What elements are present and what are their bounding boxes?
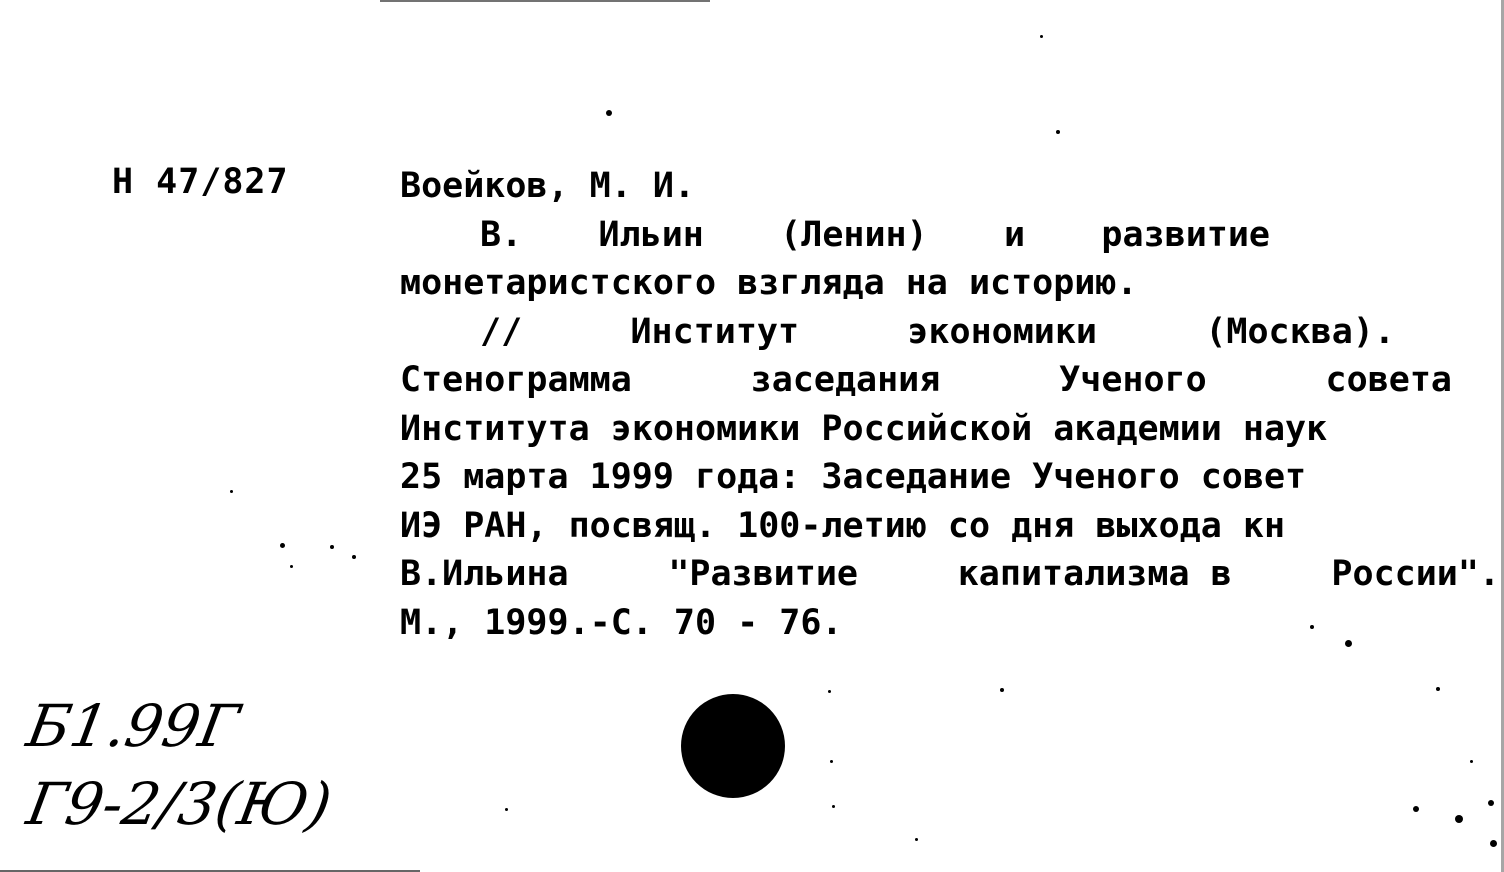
title-word: В.: [480, 214, 523, 255]
handwritten-shelfmark-2: Г9-2/3(Ю): [22, 770, 337, 838]
scan-speck: [505, 808, 508, 811]
scan-speck: [1490, 840, 1497, 847]
scan-speck: [1310, 625, 1314, 629]
source-line-5: ИЭ РАН, посвящ. 100-летию со дня выхода кн: [400, 505, 1286, 546]
scan-speck: [1488, 800, 1494, 806]
scan-speck: [606, 110, 612, 116]
title-line-1: [400, 211, 1500, 260]
source-word: заседания: [750, 360, 941, 400]
bibliographic-entry: [400, 162, 1500, 647]
source-line-3: Института экономики Российской академии наук: [400, 408, 1328, 449]
scan-speck: [230, 490, 233, 493]
top-edge-mark: [380, 0, 710, 2]
author: Воейков, М. И.: [400, 166, 696, 206]
source-word: совета: [1325, 360, 1452, 400]
scan-speck: [1470, 760, 1473, 763]
call-number: Н 47/827: [112, 162, 289, 202]
scan-speck: [1455, 815, 1463, 823]
source-line-2: [400, 356, 1500, 405]
scan-speck: [1345, 640, 1352, 647]
punch-hole: [681, 694, 785, 798]
scan-speck: [330, 545, 334, 549]
scan-speck: [830, 760, 833, 763]
title-word: развитие: [1101, 214, 1270, 255]
scan-speck: [1436, 687, 1440, 691]
source-word: (Москва).: [1205, 311, 1395, 352]
source-word: России".: [1331, 554, 1500, 594]
scan-speck: [280, 543, 285, 548]
title-word: (Ленин): [780, 214, 928, 255]
source-word: "Развитие: [668, 554, 858, 594]
scan-speck: [1413, 806, 1419, 812]
scan-speck: [1040, 35, 1043, 38]
scan-speck: [1056, 130, 1060, 134]
source-word: Стенограмма: [400, 360, 632, 400]
source-word: капитализма в: [957, 554, 1232, 594]
scan-speck: [290, 565, 293, 568]
source-word: экономики: [907, 311, 1098, 352]
scan-speck: [915, 838, 918, 841]
title-line-2: монетаристского взгляда на историю.: [400, 263, 1138, 303]
scan-speck: [828, 690, 831, 693]
source-line-1: [400, 308, 1500, 357]
source-word: //: [480, 311, 523, 352]
source-line-7: М., 1999.-С. 70 - 76.: [400, 602, 843, 643]
source-word: Ученого: [1059, 360, 1207, 400]
scan-speck: [1000, 688, 1004, 692]
scan-speck: [352, 555, 356, 559]
source-line-4: 25 марта 1999 года: Заседание Ученого совет: [400, 457, 1307, 497]
scan-speck: [832, 805, 835, 808]
source-word: Институт: [630, 311, 800, 352]
title-word: и: [1004, 214, 1026, 255]
handwritten-shelfmark-1: Б1.99Г: [22, 692, 245, 760]
source-word: В.Ильина: [400, 554, 569, 594]
title-word: Ильин: [598, 214, 704, 255]
source-line-6: [400, 550, 1500, 599]
